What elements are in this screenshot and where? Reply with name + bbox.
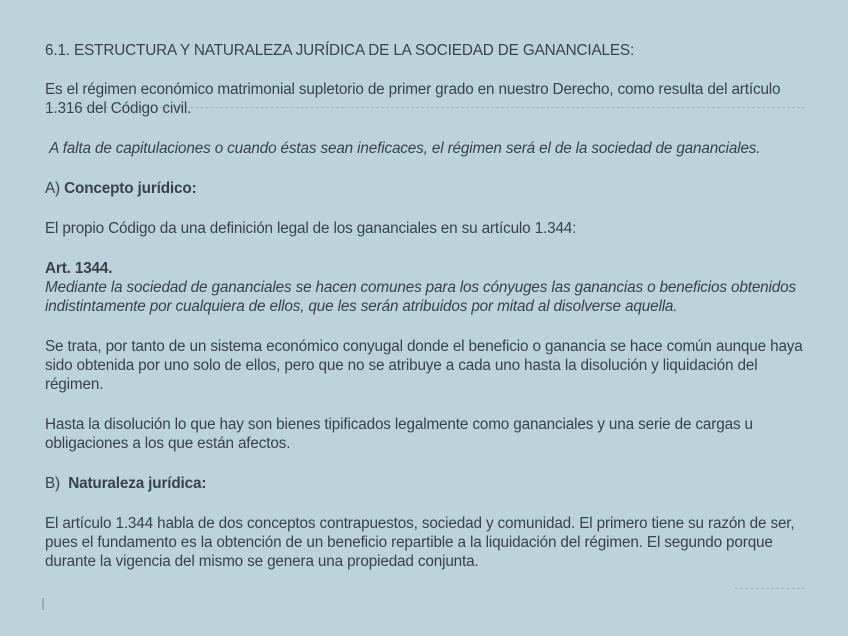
intro-paragraph: Es el régimen económico matrimonial supletorio de primer grado en nuestro Derecho, como resulta del artículo 1.316 del Código civil. [45, 81, 781, 117]
text-cursor-marker [42, 598, 44, 610]
section-a-title: Concepto jurídico: [64, 180, 197, 197]
article-heading: Art. 1344. [45, 260, 113, 277]
code-quote [45, 139, 815, 158]
explanation-paragraph: Se trata, por tanto de un sistema económico conyugal donde el beneficio o ganancia se hace común aunque haya sido obtenida por uno solo de ellos, pero que no se atribuye a cada uno hasta la disolución y liquidación del régimen. [45, 338, 803, 393]
dissolution-paragraph: Hasta la disolución lo que hay son bienes tipificados legalmente como gananciales y una serie de cargas u obligaciones a los que están afectos. [45, 416, 753, 452]
slide-title: 6.1. ESTRUCTURA Y NATURALEZA JURÍDICA DE LA SOCIEDAD DE GANANCIALES: [45, 42, 635, 59]
section-b-title: Naturaleza jurídica: [68, 475, 207, 492]
code-quote-text: A falta de capitulaciones o cuando éstas sean ineficaces, el régimen será el de la sociedad de gananciales. [49, 140, 761, 157]
nature-paragraph: El artículo 1.344 habla de dos conceptos contrapuestos, sociedad y comunidad. El primero tiene su razón de ser, pues el fundamento es la obtención de un beneficio repartible a la liquidación del régimen. El segundo porque durante la vigencia del mismo se genera una propiedad conjunta. [45, 515, 795, 570]
section-b-prefix: B) [45, 475, 60, 492]
section-a-prefix: A) [45, 180, 60, 197]
slide-text-body [45, 41, 815, 592]
definition-paragraph: El propio Código da una definición legal de los gananciales en su artículo 1.344: [45, 220, 577, 237]
section-a-heading [45, 179, 815, 198]
article-text: Mediante la sociedad de gananciales se hacen comunes para los cónyuges las ganancias o beneficios obtenidos indistintamente por cualquiera de ellos, que les serán atribuidos por mitad al disolverse aquella. [45, 279, 797, 315]
section-b-heading [45, 474, 815, 493]
